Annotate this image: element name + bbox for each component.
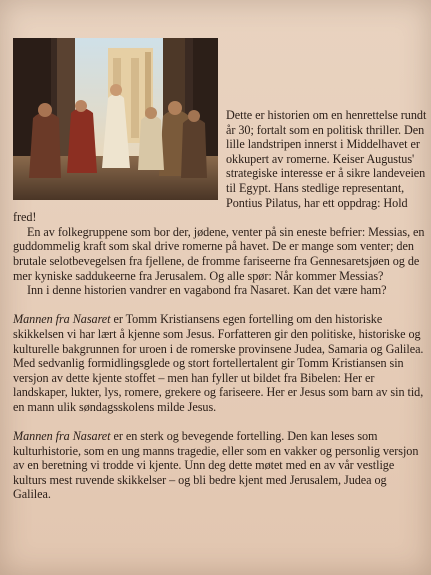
book-title-2: Mannen fra Nasaret [13,429,111,444]
paragraph-author [13,312,427,414]
painting-text-wrap [13,108,226,204]
paragraph-intro: Dette er historien om en henrettelse rundt år 30; fortalt som en politisk thriller. Den lille landstripen innerst i Middelhavet er okkupert av romerne. Keiser Augustus' strategiske interesse er å sikre landeveien til Egypt. Hans stedlige representant, Pontius Pilatus, har ett oppdrag: Hold fred! [13,108,427,225]
paragraph-messias: En av folkegruppene som bor der, jødene, venter på sin eneste befrier: Messias, en guddommelig kraft som skal drive romerne på havet. De er mange som venter; den brutale selotbevegelsen fra fjellene, de fromme fariseerne fra Gennesaretsjøen og de mer kyniske saddukeerne fra Jerusalem. Og alle spør: Når kommer Messias? [13,224,425,283]
back-cover-text [13,108,427,502]
book-title: Mannen fra Nasaret [13,312,111,327]
paragraph-summary [13,429,427,502]
paragraph-author-text: er Tomm Kristiansens egen fortelling om den historiske skikkelsen vi har lært å kjenne som Jesus. Forfatteren gir den politiske, historiske og kulturelle bakgrunnen for uroen i de romerske provinsene Judea, Samaria og Galilea. Med sedvanlig formidlingsglede og stort fortellertalent gir Tomm Kristiansen sin versjon av dette kjente stoffet – men han fyller ut bildet fra Bibelen: Her er landskaper, lukter, lys, romere, grekere og fariseere. Her er Jesus som barn av sin tid, en mann ulik søndagsskolens milde Jesus. [13,312,424,414]
paragraph-summary-text: er en sterk og bevegende fortelling. Den kan leses som kulturhistorie, som en ung manns tragedie, eller som en vakker og personlig versjon av en beretning vi trodde vi kjente. Unn deg dette møtet med en av vår vestlige kulturs mest ruvende skikkelser – og bli bedre kjent med Jerusalem, Judea og Galilea. [13,429,419,502]
paragraph-vagabond: Inn i denne historien vandrer en vagabond fra Nasaret. Kan det være ham? [27,283,387,298]
